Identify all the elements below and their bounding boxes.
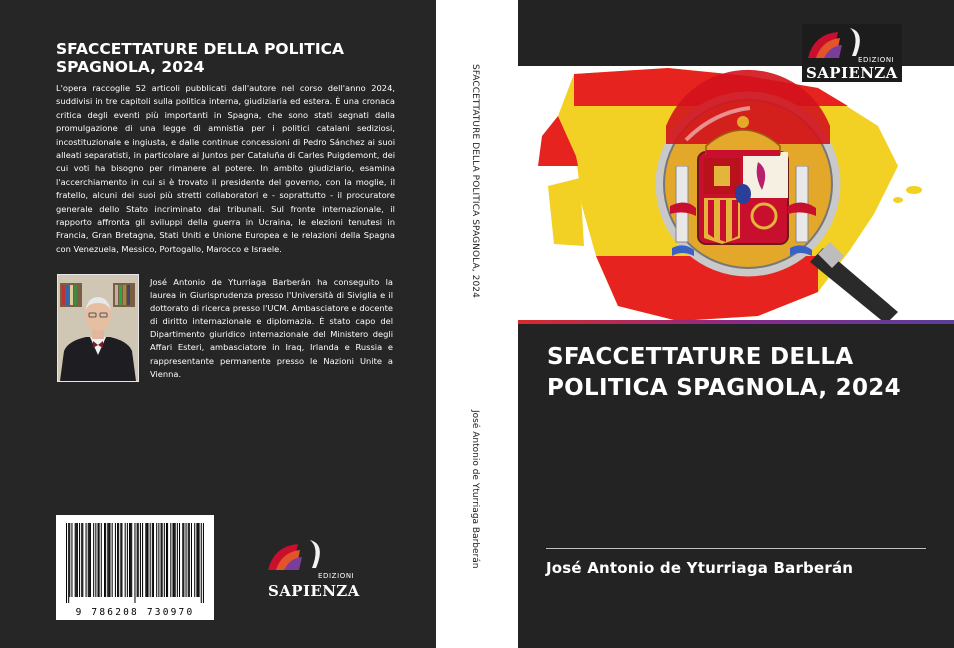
title-divider bbox=[546, 548, 926, 549]
barcode-bar bbox=[69, 523, 70, 597]
quill-fan-logo-icon bbox=[266, 538, 364, 602]
barcode-bar bbox=[68, 523, 69, 603]
barcode-bar bbox=[153, 523, 154, 597]
barcode-bar bbox=[107, 523, 108, 597]
barcode-bar bbox=[66, 523, 67, 603]
barcode-bar bbox=[174, 523, 175, 597]
barcode-bar bbox=[75, 523, 76, 597]
publisher-small-text: EDIZIONI bbox=[318, 572, 355, 580]
barcode-bar bbox=[77, 523, 78, 597]
spine bbox=[436, 0, 518, 648]
author-photo bbox=[57, 274, 139, 382]
barcode-bar bbox=[201, 523, 202, 603]
barcode-bar bbox=[115, 523, 116, 597]
barcode-bar bbox=[104, 523, 105, 597]
barcode-bar bbox=[112, 523, 113, 597]
barcode-bar bbox=[86, 523, 87, 597]
barcode-bar bbox=[76, 523, 77, 597]
barcode-bar bbox=[125, 523, 126, 597]
barcode-bar bbox=[189, 523, 190, 597]
barcode-bar bbox=[118, 523, 119, 597]
barcode-bar bbox=[161, 523, 162, 597]
back-cover bbox=[0, 0, 436, 648]
barcode-bar bbox=[164, 523, 165, 597]
barcode-bar bbox=[194, 523, 195, 597]
barcode-bar bbox=[191, 523, 192, 597]
barcode-bar bbox=[138, 523, 139, 597]
barcode-bar bbox=[120, 523, 121, 597]
barcode-bar bbox=[183, 523, 184, 597]
author-portrait-icon bbox=[58, 275, 138, 381]
spine-title: SFACCETTATURE DELLA POLITICA SPAGNOLA, 2024 bbox=[470, 64, 480, 298]
front-cover bbox=[518, 0, 954, 648]
publisher-name-text: SAPIENZA bbox=[268, 582, 360, 600]
publisher-name-text: SAPIENZA bbox=[806, 64, 898, 82]
back-cover-title: SFACCETTATURE DELLA POLITICA SPAGNOLA, 2024 bbox=[56, 40, 344, 76]
barcode-bar bbox=[108, 523, 109, 597]
cover-illustration bbox=[518, 66, 954, 321]
accent-rule bbox=[518, 320, 954, 324]
barcode-bar bbox=[90, 523, 91, 597]
barcode-bar bbox=[150, 523, 151, 597]
publisher-logo-front bbox=[802, 24, 902, 82]
barcode-bar bbox=[158, 523, 159, 597]
isbn-digits: 9 786208 730970 bbox=[75, 607, 195, 618]
spine-author: José Antonio de Yturriaga Barberán bbox=[470, 410, 480, 569]
barcode-bar bbox=[182, 523, 183, 597]
magnifying-glass-spain-map-icon bbox=[518, 66, 954, 321]
barcode-bar bbox=[109, 523, 110, 597]
barcode-bar bbox=[152, 523, 153, 597]
barcode-bar bbox=[172, 523, 173, 597]
barcode-bar bbox=[196, 523, 197, 597]
barcode-icon bbox=[56, 515, 214, 605]
barcode-bar bbox=[167, 523, 168, 597]
barcode-bar bbox=[197, 523, 198, 597]
barcode-bar bbox=[162, 523, 163, 597]
barcode-bar bbox=[129, 523, 130, 597]
barcode-bar bbox=[71, 523, 72, 597]
barcode-bar bbox=[142, 523, 143, 597]
quill-fan-logo-icon bbox=[802, 24, 902, 82]
author-bio: José Antonio de Yturriaga Barberán ha conseguito la laurea in Giurisprudenza presso l'Università di Siviglia e il dottorato di ricerca presso l'UCM. Ambasciatore e docente di diritto internazionale e diplomazia. È stato capo del Dipartimento giuridico internazionale del Ministero degli Affari Esteri, ambasciatore in Iraq, Irlanda e Russia e rappresentante permanente presso le Nazioni Unite a Vienna. bbox=[150, 277, 393, 379]
front-cover-title: SFACCETTATURE DELLA POLITICA SPAGNOLA, 2024 bbox=[547, 344, 901, 401]
barcode-bar bbox=[188, 523, 189, 597]
back-cover-blurb: L'opera raccoglie 52 articoli pubblicati dall'autore nel corso dell'anno 2024, suddivisi in tre capitoli sulla politica interna, giudiziaria ed estera. È una cronaca critica degli eventi più importanti in Spagna, che sono stati segnati dalla promulgazione di una legge di amnistia per i politici catalani sediziosi, incostituzionale e ingiusta, e dalle continue concessioni di Pedro Sánchez ai suoi alleati separatisti, in particolare ai Juntos per Cataluña di Carles Puigdemont, dei cui voti ha bisogno per rimanere al potere. In ambito giudiziario, esamina l'accerchiamento in cui si è trovato il presidente del governo, con la moglie, il fratello, alcuni dei suoi più stretti collaboratori e - soprattutto - il procuratore generale dello Stato incriminato dai tribunali. Sul fronte internazionale, il rapporto affronta gli sviluppi della guerra in Ucraina, le elezioni tenutesi in Francia, Gran Bretagna, Stati Uniti e Unione Europea e le relazioni della Spagna con Venezuela, Messico, Portogallo, Marocco e Israele. bbox=[56, 83, 395, 254]
barcode-bar bbox=[131, 523, 132, 597]
barcode-bar bbox=[166, 523, 167, 597]
barcode-bar bbox=[99, 523, 100, 597]
barcode-bar bbox=[137, 523, 138, 597]
barcode-bar bbox=[81, 523, 82, 597]
barcode-bar bbox=[121, 523, 122, 597]
barcode-bar bbox=[146, 523, 147, 597]
barcode-bar bbox=[82, 523, 83, 597]
barcode-bar bbox=[177, 523, 178, 597]
barcode-bar bbox=[170, 523, 171, 597]
barcode-bar bbox=[199, 523, 200, 597]
barcode-bar bbox=[179, 523, 180, 597]
barcode-bar bbox=[148, 523, 149, 597]
barcode-bar bbox=[89, 523, 90, 597]
barcode-bar bbox=[79, 523, 80, 597]
front-cover-author: José Antonio de Yturriaga Barberán bbox=[546, 559, 854, 577]
barcode-bar bbox=[93, 523, 94, 597]
barcode-bar bbox=[134, 523, 135, 603]
barcode-bar bbox=[98, 523, 99, 597]
barcode-bar bbox=[127, 523, 128, 597]
barcode-bar bbox=[101, 523, 102, 597]
barcode-bar bbox=[203, 523, 204, 603]
publisher-logo-back bbox=[266, 538, 364, 602]
isbn-barcode bbox=[56, 515, 214, 620]
barcode-bar bbox=[105, 523, 106, 597]
barcode-bar bbox=[175, 523, 176, 597]
barcode-bar bbox=[95, 523, 96, 597]
barcode-bar bbox=[88, 523, 89, 597]
barcode-bar bbox=[186, 523, 187, 597]
barcode-bar bbox=[130, 523, 131, 597]
barcode-bar bbox=[117, 523, 118, 597]
barcode-bar bbox=[140, 523, 141, 597]
publisher-small-text: EDIZIONI bbox=[858, 56, 895, 64]
barcode-bar bbox=[145, 523, 146, 597]
barcode-bar bbox=[156, 523, 157, 597]
